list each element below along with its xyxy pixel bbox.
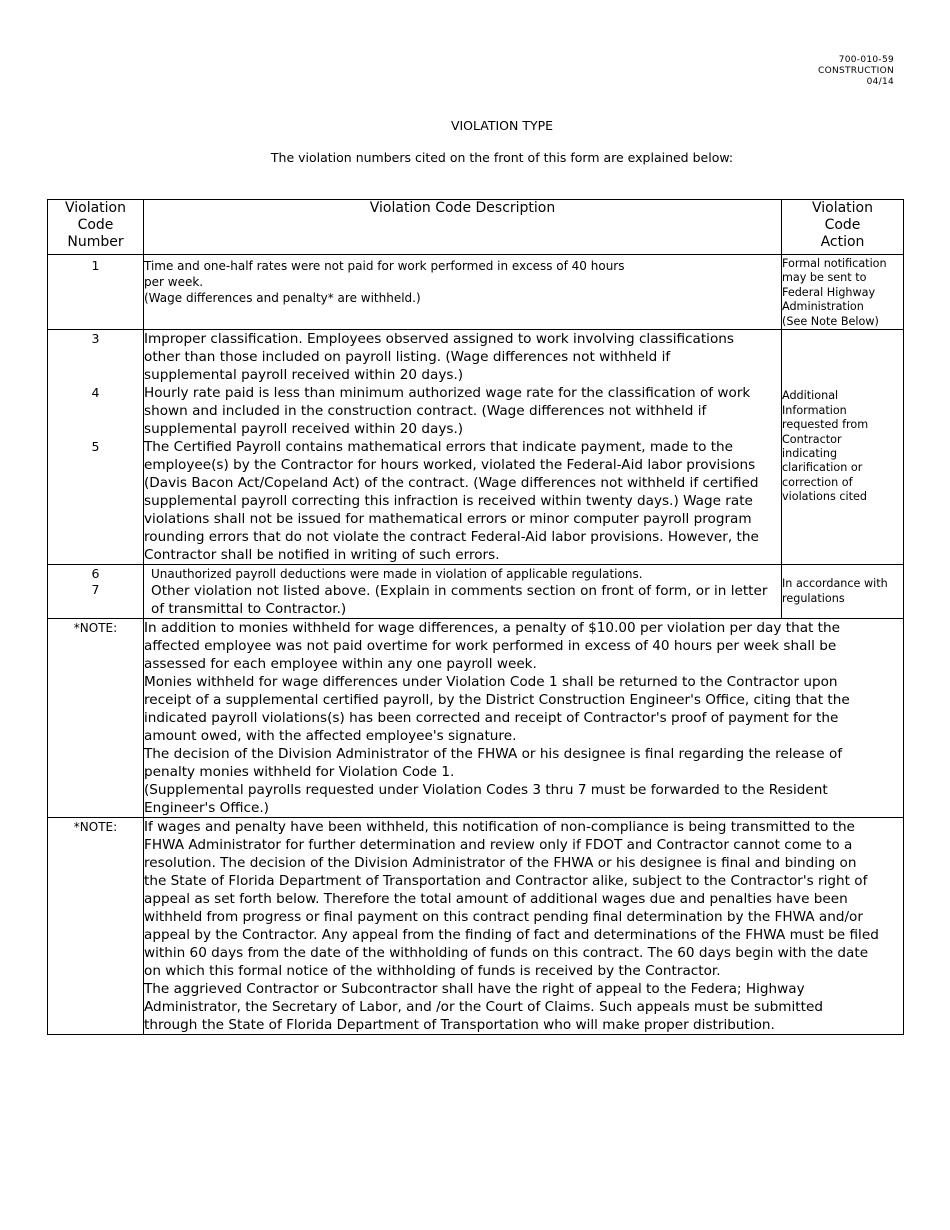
form-date: 04/14	[866, 77, 894, 87]
code-number: 4	[91, 385, 100, 401]
code-cell	[48, 255, 144, 330]
description-cell: Time and one-half rates were not paid for work performed in excess of 40 hours per week. (Wage differences and penalty* are withheld.)	[144, 255, 782, 330]
note-label-cell	[48, 818, 144, 1035]
note-label: *NOTE:	[73, 621, 118, 636]
form-number: 700-010-59	[838, 55, 894, 65]
violation-table	[47, 199, 904, 1035]
description-cell: Improper classification. Employees observed assigned to work involving classifications other than those included on payroll listing. (Wage differences not withheld if supplemental payroll received within 20 days.) Hourly rate paid is less than minimum authorized wage rate for the classification of work shown and included in the construction contract. (Wage differences not withheld if supplemental payroll received within 20 days.) The Certified Payroll contains mathematical errors that indicate payment, made to the employee(s) by the Contractor for hours worked, violated the Federal-Aid labor provisions (Davis Bacon Act/Copeland Act) of the contract. (Wage differences not withheld if certified supplemental payroll correcting this infraction is received within twenty days.) Wage rate violations shall not be issued for mathematical errors or minor computer payroll program rounding errors that do not violate the contract Federal-Aid labor provisions. However, the Contractor shall be notified in writing of such errors.	[144, 330, 782, 565]
form-department: CONSTRUCTION	[817, 66, 894, 76]
header-code-number: Violation Code Number	[48, 200, 144, 255]
code-number: 1	[91, 258, 100, 273]
code-number: 6	[91, 566, 100, 582]
action-cell: Formal notification may be sent to Federal Highway Administration (See Note Below)	[782, 255, 904, 330]
code-cell	[48, 330, 144, 565]
code-number: 5	[91, 439, 100, 455]
action-cell: In accordance with regulations	[782, 565, 904, 619]
intro-text: The violation numbers cited on the front of this form are explained below:	[270, 150, 734, 165]
note-label-cell	[48, 619, 144, 818]
table-header-row	[48, 200, 904, 255]
page-title: VIOLATION TYPE	[450, 118, 554, 133]
note-row	[48, 619, 904, 818]
table-row	[48, 255, 904, 330]
note-text-cell: In addition to monies withheld for wage differences, a penalty of $10.00 per violation per day that the affected employee was not paid overtime for work performed in excess of 40 hours per week shall be assessed for each employee within any one payroll week. Monies withheld for wage differences under Violation Code 1 shall be returned to the Contractor upon receipt of a supplemental certified payroll, by the District Construction Engineer's Office, citing that the indicated payroll violations(s) has been corrected and receipt of Contractor's proof of payment for the amount owed, with the affected employee's signature. The decision of the Division Administrator of the FHWA or his designee is final regarding the release of penalty monies withheld for Violation Code 1. (Supplemental payrolls requested under Violation Codes 3 thru 7 must be forwarded to the Resident Engineer's Office.)	[144, 619, 904, 818]
note-row	[48, 818, 904, 1035]
note-label: *NOTE:	[73, 820, 118, 835]
header-action: Violation Code Action	[782, 200, 904, 255]
code-number: 3	[91, 331, 100, 347]
table-row	[48, 565, 904, 619]
action-cell: Additional Information requested from Contractor indicating clarification or correction of violations cited	[782, 330, 904, 565]
code-number: 7	[91, 582, 100, 598]
code-cell	[48, 565, 144, 619]
header-description: Violation Code Description	[144, 200, 782, 255]
note-text-cell: If wages and penalty have been withheld, this notification of non-compliance is being transmitted to the FHWA Administrator for further determination and review only if FDOT and Contractor cannot come to a resolution. The decision of the Division Administrator of the FHWA or his designee is final and binding on the State of Florida Department of Transportation and Contractor alike, subject to the Contractor's right of appeal as set forth below. Therefore the total amount of additional wages due and penalties have been withheld from progress or final payment on this contract pending final determination by the FHWA and/or appeal by the Contractor. Any appeal from the finding of fact and determinations of the FHWA must be filed within 60 days from the date of the withholding of funds on this contract. The 60 days begin with the date on which this formal notice of the withholding of funds is received by the Contractor. The aggrieved Contractor or Subcontractor shall have the right of appeal to the Federa; Highway Administrator, the Secretary of Labor, and /or the Court of Claims. Such appeals must be submitted through the State of Florida Department of Transportation who will make proper distribution.	[144, 818, 904, 1035]
table-row	[48, 330, 904, 565]
form-identifier	[818, 55, 894, 88]
description-cell: Unauthorized payroll deductions were made in violation of applicable regulations. Other violation not listed above. (Explain in comments section on front of form, or in letter of transmittal to Contractor.)	[144, 565, 782, 619]
